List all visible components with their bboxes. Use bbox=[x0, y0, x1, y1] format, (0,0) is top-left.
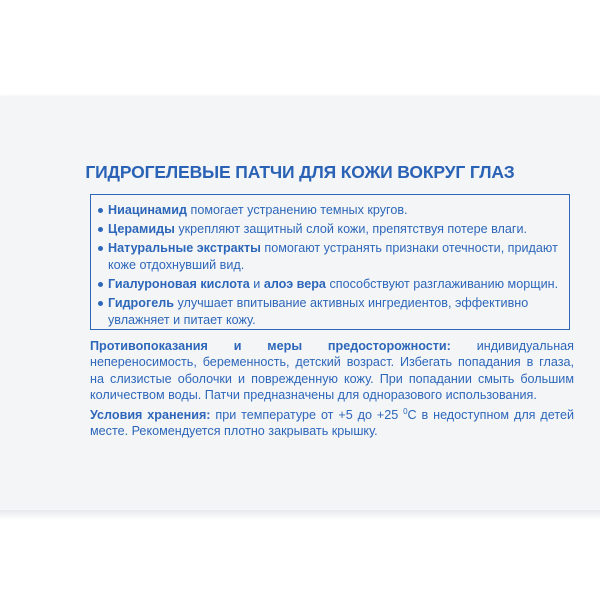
benefit-item bbox=[98, 202, 563, 219]
benefit-desc: помогают устранять признаки отечности, придают коже отдохнувший вид. bbox=[108, 241, 558, 272]
benefit-item bbox=[98, 240, 563, 274]
benefit-text bbox=[108, 202, 408, 219]
benefit-text bbox=[108, 221, 527, 238]
storage-label: Условия хранения: bbox=[90, 408, 211, 422]
benefit-item bbox=[98, 295, 563, 329]
degree-sign: 0 bbox=[403, 407, 408, 416]
bullet-icon bbox=[98, 208, 103, 213]
benefits-box bbox=[90, 194, 570, 330]
bullet-icon bbox=[98, 227, 103, 232]
contraindications-paragraph bbox=[90, 338, 574, 404]
benefit-desc: помогает устранению темных кругов. bbox=[187, 203, 408, 217]
benefit-desc: способствуют разглаживанию морщин. bbox=[325, 277, 559, 291]
benefit-bold: Натуральные экстракты bbox=[108, 241, 261, 255]
benefit-text bbox=[108, 276, 558, 293]
benefit-item bbox=[98, 276, 563, 293]
storage-text-before: при температуре от +5 до +25 bbox=[210, 408, 404, 422]
contraindications-text: индивидуальная непереносимость, беременность, детский возраст. Избегать попадания в глаза, на слизистые оболочки и поврежденную кожу. При попадании смыть большим количеством воды. Патчи предназначены для одноразового использования. bbox=[90, 339, 574, 403]
bullet-icon bbox=[98, 246, 103, 251]
bullet-icon bbox=[98, 282, 103, 287]
benefit-bold: Гидрогель bbox=[108, 296, 174, 310]
benefit-bold: Ниацинамид bbox=[108, 203, 187, 217]
benefit-desc: улучшает впитывание активных ингредиентов, эффективно увлажняет и питает кожу. bbox=[108, 296, 529, 327]
benefit-bold: Гиалуроновая кислота bbox=[108, 277, 250, 291]
benefit-text bbox=[108, 295, 563, 329]
storage-text-after: С в недоступном для детей месте. Рекомендуется плотно закрывать крышку. bbox=[90, 408, 574, 439]
benefit-text bbox=[108, 240, 563, 274]
storage-paragraph bbox=[90, 407, 574, 440]
package-bottom-edge bbox=[0, 510, 600, 520]
bullet-icon bbox=[98, 301, 103, 306]
contraindications-label: Противопоказания и меры предосторожности: bbox=[90, 339, 451, 353]
benefit-conj: и bbox=[249, 277, 264, 291]
benefit-desc: укрепляют защитный слой кожи, препятствуя потере влаги. bbox=[174, 222, 528, 236]
benefit-bold: Церамиды bbox=[108, 222, 175, 236]
product-title: ГИДРОГЕЛЕВЫЕ ПАТЧИ ДЛЯ КОЖИ ВОКРУГ ГЛАЗ bbox=[85, 162, 515, 182]
benefit-bold-2: алоэ вера bbox=[263, 277, 326, 291]
benefit-item bbox=[98, 221, 563, 238]
